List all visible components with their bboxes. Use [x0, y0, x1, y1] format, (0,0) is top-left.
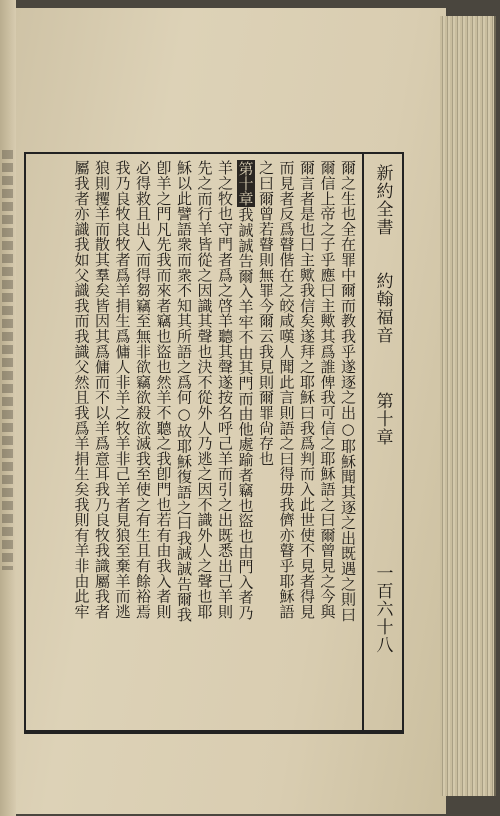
text-column: 爾信上帝之子乎應曰主歟其爲誰俾我可信之耶穌語之曰爾曾見之今與	[318, 160, 337, 619]
book-title: 新約全書	[372, 164, 393, 236]
text-column: 穌以此譬語衆而衆不知其所語之爲何○故耶穌復語之曰我誠誠告爾我	[175, 160, 193, 622]
text-column: 屬我者亦識我如父識我而我識父然且我爲羊捐生矣我則有羊非由此牢	[72, 160, 91, 619]
left-page-edge	[0, 0, 16, 816]
page-number: 一百六十八	[372, 564, 393, 654]
text-column-section-start	[235, 160, 256, 726]
text-column: 爾言者是也曰主歟我信矣遂拜之耶穌曰我爲判而入此世使不見者得見	[298, 160, 316, 619]
text-column: 羊之牧也守門者爲之啓羊聽其聲遂按名呼己羊而引之出既悉出己羊則	[216, 160, 234, 619]
text-column: 卽羊之門凡先我而來者竊也盜也然羊不聽之我卽門也若有由我入者則	[154, 160, 173, 619]
text-column: 之曰爾曾若瞽則無罪今爾云我見則爾罪尙存也	[257, 160, 275, 466]
section-marker: 第十章	[236, 161, 255, 206]
text-column: 我乃良牧良牧者爲羊捐生爲傭人非羊之牧羊非己羊者見狼至棄羊而逃	[113, 160, 132, 619]
bottom-rule	[24, 732, 404, 734]
text-column: 我誠誠告爾入羊牢不由其門而由他處踰者竊也盜也由門入者乃	[236, 207, 255, 621]
gospel-name: 約翰福音	[372, 272, 393, 344]
text-column: 先之而行羊皆從之因識其聲也決不從外人乃逃之因不識外人之聲也耶	[195, 160, 214, 619]
text-frame	[24, 152, 404, 732]
page-stack-edges	[440, 16, 496, 796]
text-column: 而見者反爲瞽偕在之皎咸嘆人聞此言則語之曰得毋我儕亦瞽乎耶穌語	[277, 160, 296, 619]
text-column: 必得救且出入而得芻竊至無非欲竊欲殺欲滅我至使之有生且有餘裕焉	[134, 160, 152, 619]
body-text	[30, 160, 358, 726]
running-header	[362, 154, 402, 730]
text-column: 狼則攫羊而散其羣矣皆因其爲傭而不以羊爲意耳我乃良牧我識屬我者	[93, 160, 111, 619]
chapter-heading: 第十章	[372, 392, 393, 446]
text-column: 爾之生也全在罪中爾而教我乎遂逐之出○耶穌聞其逐之出既遇之則曰	[339, 160, 357, 622]
